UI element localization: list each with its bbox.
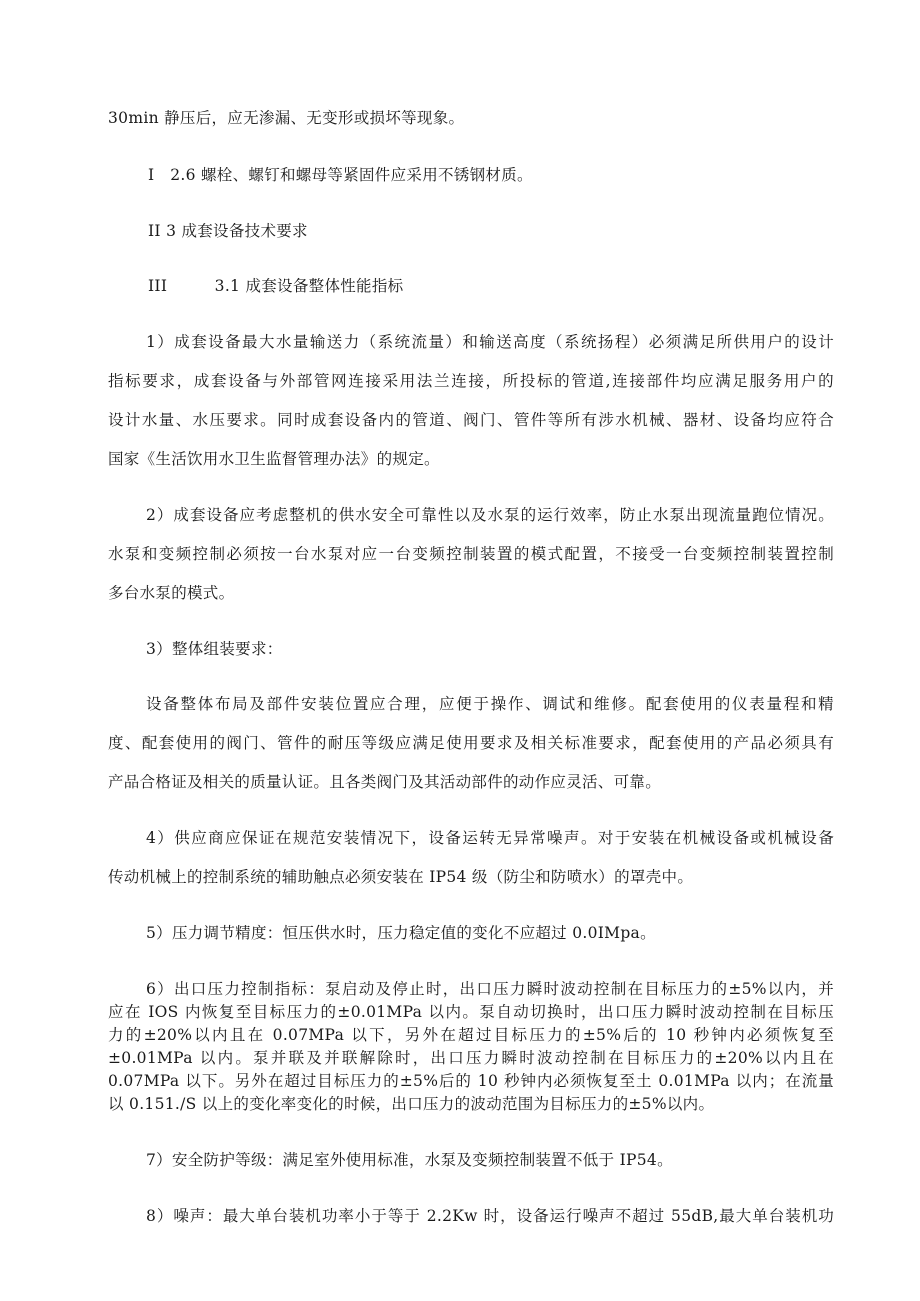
text-line: 国家《生活饮用水卫生监督管理办法》的规定。: [108, 450, 440, 468]
text-line: 设备整体布局及部件安装位置应合理，应便于操作、调试和维修。配套使用的仪表量程和精: [146, 695, 834, 713]
text-line: 4）供应商应保证在规范安装情况下，设备运转无异常噪声。对于安装在机械设备或机械设备: [146, 829, 834, 847]
text-line: 5）压力调节精度：恒压供水时，压力稳定值的变化不应超过 0.0IMpa。: [146, 924, 656, 942]
text-line: 度、配套使用的阀门、管件的耐压等级应满足使用要求及相关标准要求，配套使用的产品必须具有: [108, 734, 834, 752]
section-heading: II 3 成套设备技术要求: [148, 222, 308, 240]
text-line: 6）出口压力控制指标：泵启动及停止时，出口压力瞬时波动控制在目标压力的±5%以内，并: [146, 980, 834, 998]
text-line: 以 0.151./S 以上的变化率变化的时候，出口压力的波动范围为目标压力的±5%以内。: [108, 1095, 715, 1113]
section-heading: I 2.6 螺栓、螺钉和螺母等紧固件应采用不锈钢材质。: [148, 166, 533, 184]
text-line: 传动机械上的控制系统的辅助触点必须安装在 IP54 级（防尘和防喷水）的罩壳中。: [108, 868, 694, 886]
text-line: 力的±20%以内且在 0.07MPa 以下，另外在超过目标压力的±5%后的 10 秒钟内必须恢复至: [108, 1026, 834, 1044]
section-heading: III 3.1 成套设备整体性能指标: [148, 277, 404, 295]
text-line: 设计水量、水压要求。同时成套设备内的管道、阀门、管件等所有涉水机械、器材、设备均应符合: [108, 411, 834, 429]
text-line: 指标要求，成套设备与外部管网连接采用法兰连接，所投标的管道,连接部件均应满足服务用户的: [108, 372, 834, 390]
text-line: ±0.01MPa 以内。泵并联及并联解除时，出口压力瞬时波动控制在目标压力的±20%以内且在: [108, 1049, 834, 1067]
text-line: 7）安全防护等级：满足室外使用标准，水泵及变频控制装置不低于 IP54。: [146, 1151, 673, 1169]
text-line: 2）成套设备应考虑整机的供水安全可靠性以及水泵的运行效率，防止水泵出现流量跑位情况。: [146, 506, 834, 524]
text-line: 1）成套设备最大水量输送力（系统流量）和输送高度（系统扬程）必须满足所供用户的设计: [146, 333, 834, 351]
text-line: 水泵和变频控制必须按一台水泵对应一台变频控制装置的模式配置，不接受一台变频控制装置控制: [108, 545, 834, 563]
text-line: 应在 IOS 内恢复至目标压力的±0.01MPa 以内。泵自动切换时，出口压力瞬时波动控制在目标压: [108, 1003, 834, 1021]
text-line: 3）整体组装要求：: [146, 640, 283, 658]
text-line: 多台水泵的模式。: [108, 584, 235, 602]
text-line: 30min 静压后，应无渗漏、无变形或损坏等现象。: [108, 109, 465, 127]
text-line: 产品合格证及相关的质量认证。且各类阀门及其活动部件的动作应灵活、可靠。: [108, 773, 662, 791]
text-line: 0.07MPa 以下。另外在超过目标压力的±5%后的 10 秒钟内必须恢复至土 0.01MPa 以内；在流量: [108, 1072, 834, 1090]
text-line: 8）噪声：最大单台装机功率小于等于 2.2Kw 时，设备运行噪声不超过 55dB,最大单台装机功: [146, 1207, 834, 1225]
